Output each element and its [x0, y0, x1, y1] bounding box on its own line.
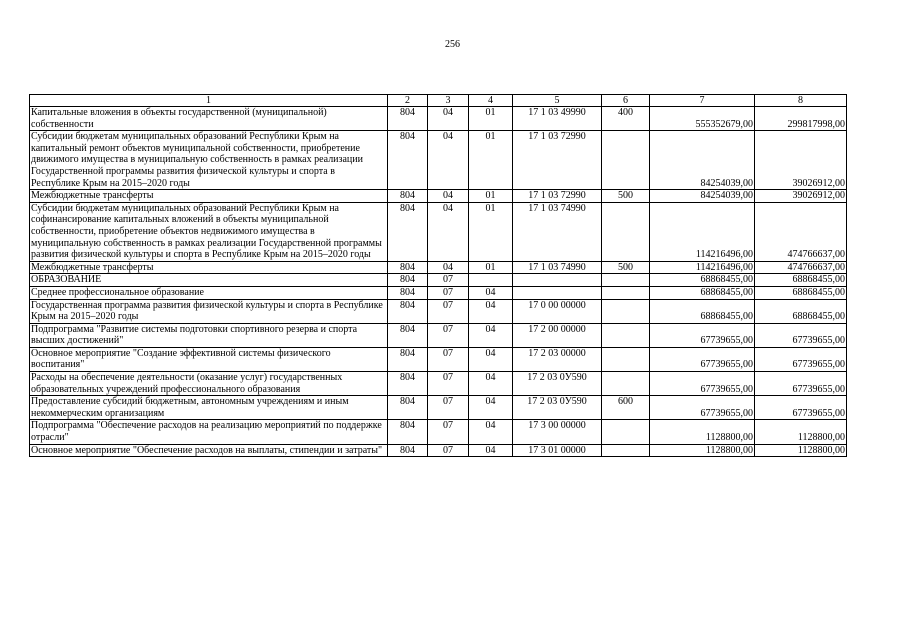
- row-subsection-cell: 04: [469, 323, 513, 347]
- row-amount-1-cell: 68868455,00: [650, 274, 755, 287]
- row-amount-1-cell: 67739655,00: [650, 396, 755, 420]
- header-cell-7: 7: [650, 95, 755, 107]
- row-target-article-cell: 17 1 03 49990: [513, 107, 602, 131]
- table-row: [30, 190, 847, 203]
- row-amount-1-cell: 555352679,00: [650, 107, 755, 131]
- row-name-cell: Предоставление субсидий бюджетным, автономным учреждениям и иным некоммерческим организациям: [30, 396, 388, 420]
- row-amount-1-cell: 1128800,00: [650, 444, 755, 457]
- row-code-cell: 804: [388, 274, 428, 287]
- row-target-article-cell: 17 2 03 0У590: [513, 396, 602, 420]
- row-subsection-cell: 04: [469, 299, 513, 323]
- row-amount-2-cell: 68868455,00: [755, 274, 847, 287]
- row-subsection-cell: 04: [469, 286, 513, 299]
- row-expense-type-cell: [602, 202, 650, 261]
- row-code-cell: 804: [388, 202, 428, 261]
- header-cell-4: 4: [469, 95, 513, 107]
- row-subsection-cell: 04: [469, 444, 513, 457]
- row-amount-2-cell: 68868455,00: [755, 286, 847, 299]
- row-amount-1-cell: 114216496,00: [650, 202, 755, 261]
- table-row: [30, 131, 847, 190]
- table-row: [30, 202, 847, 261]
- table-row: [30, 444, 847, 457]
- row-name-cell: Субсидии бюджетам муниципальных образований Республики Крым на софинансирование капитальных вложений в объекты муниципальной собственности, приобретение объектов недвижимого имущества в муниципальную собственность в рамках реализации Государственной программы развития физической культуры и спорта в Республике Крым на 2015–2020 годы: [30, 202, 388, 261]
- row-section-cell: 04: [428, 190, 469, 203]
- row-code-cell: 804: [388, 372, 428, 396]
- row-expense-type-cell: 500: [602, 261, 650, 274]
- row-amount-1-cell: 84254039,00: [650, 131, 755, 190]
- row-target-article-cell: 17 2 03 0У590: [513, 372, 602, 396]
- row-amount-2-cell: 299817998,00: [755, 107, 847, 131]
- row-code-cell: 804: [388, 323, 428, 347]
- row-subsection-cell: 04: [469, 396, 513, 420]
- row-subsection-cell: 01: [469, 202, 513, 261]
- row-subsection-cell: 04: [469, 347, 513, 371]
- row-expense-type-cell: [602, 372, 650, 396]
- row-amount-2-cell: 68868455,00: [755, 299, 847, 323]
- row-subsection-cell: 01: [469, 261, 513, 274]
- row-subsection-cell: 01: [469, 190, 513, 203]
- row-subsection-cell: 04: [469, 372, 513, 396]
- row-section-cell: 07: [428, 299, 469, 323]
- row-section-cell: 07: [428, 444, 469, 457]
- row-subsection-cell: 01: [469, 131, 513, 190]
- row-section-cell: 07: [428, 347, 469, 371]
- row-target-article-cell: [513, 274, 602, 287]
- header-row: [30, 95, 847, 107]
- table-row: [30, 323, 847, 347]
- budget-table: [29, 94, 847, 457]
- row-expense-type-cell: [602, 420, 650, 444]
- row-name-cell: Субсидии бюджетам муниципальных образований Республики Крым на капитальный ремонт объектов муниципальной собственности, приобретение движимого имущества в муниципальную собственность в рамках реализации Государственной программы развития физической культуры и спорта в Республике Крым на 2015–2020 годы: [30, 131, 388, 190]
- row-amount-2-cell: 67739655,00: [755, 323, 847, 347]
- header-cell-1: 1: [30, 95, 388, 107]
- row-amount-1-cell: 114216496,00: [650, 261, 755, 274]
- row-name-cell: Государственная программа развития физической культуры и спорта в Республике Крым на 2015–2020 годы: [30, 299, 388, 323]
- row-section-cell: 04: [428, 202, 469, 261]
- row-amount-1-cell: 68868455,00: [650, 286, 755, 299]
- row-name-cell: Основное мероприятие "Обеспечение расходов на выплаты, стипендии и затраты": [30, 444, 388, 457]
- row-subsection-cell: 01: [469, 107, 513, 131]
- row-name-cell: Среднее профессиональное образование: [30, 286, 388, 299]
- row-code-cell: 804: [388, 131, 428, 190]
- row-amount-1-cell: 84254039,00: [650, 190, 755, 203]
- row-target-article-cell: [513, 286, 602, 299]
- row-name-cell: Межбюджетные трансферты: [30, 190, 388, 203]
- row-code-cell: 804: [388, 347, 428, 371]
- table-row: [30, 347, 847, 371]
- row-name-cell: Подпрограмма "Развитие системы подготовки спортивного резерва и спорта высших достижений": [30, 323, 388, 347]
- row-target-article-cell: 17 1 03 72990: [513, 131, 602, 190]
- row-target-article-cell: 17 1 03 74990: [513, 261, 602, 274]
- table-row: [30, 274, 847, 287]
- row-amount-2-cell: 474766637,00: [755, 202, 847, 261]
- table-row: [30, 286, 847, 299]
- row-target-article-cell: 17 1 03 72990: [513, 190, 602, 203]
- row-code-cell: 804: [388, 396, 428, 420]
- row-amount-1-cell: 1128800,00: [650, 420, 755, 444]
- header-cell-2: 2: [388, 95, 428, 107]
- row-amount-2-cell: 67739655,00: [755, 347, 847, 371]
- row-code-cell: 804: [388, 107, 428, 131]
- row-expense-type-cell: 600: [602, 396, 650, 420]
- row-expense-type-cell: [602, 274, 650, 287]
- row-amount-1-cell: 68868455,00: [650, 299, 755, 323]
- table-row: [30, 420, 847, 444]
- row-target-article-cell: 17 3 00 00000: [513, 420, 602, 444]
- page-number: 256: [445, 39, 460, 50]
- row-section-cell: 07: [428, 286, 469, 299]
- row-name-cell: Капитальные вложения в объекты государственной (муниципальной) собственности: [30, 107, 388, 131]
- row-expense-type-cell: [602, 299, 650, 323]
- table-body: [30, 95, 847, 457]
- row-code-cell: 804: [388, 286, 428, 299]
- row-target-article-cell: 17 1 03 74990: [513, 202, 602, 261]
- table-row: [30, 299, 847, 323]
- row-name-cell: Расходы на обеспечение деятельности (оказание услуг) государственных образовательных учреждений профессионального образования: [30, 372, 388, 396]
- row-amount-2-cell: 39026912,00: [755, 131, 847, 190]
- row-amount-2-cell: 67739655,00: [755, 372, 847, 396]
- row-name-cell: Межбюджетные трансферты: [30, 261, 388, 274]
- header-cell-3: 3: [428, 95, 469, 107]
- row-expense-type-cell: [602, 347, 650, 371]
- header-cell-5: 5: [513, 95, 602, 107]
- row-target-article-cell: 17 0 00 00000: [513, 299, 602, 323]
- row-amount-1-cell: 67739655,00: [650, 347, 755, 371]
- row-code-cell: 804: [388, 420, 428, 444]
- row-subsection-cell: [469, 274, 513, 287]
- row-name-cell: ОБРАЗОВАНИЕ: [30, 274, 388, 287]
- row-amount-2-cell: 67739655,00: [755, 396, 847, 420]
- row-expense-type-cell: [602, 286, 650, 299]
- row-expense-type-cell: [602, 131, 650, 190]
- row-amount-1-cell: 67739655,00: [650, 323, 755, 347]
- row-code-cell: 804: [388, 444, 428, 457]
- row-target-article-cell: 17 3 01 00000: [513, 444, 602, 457]
- row-section-cell: 04: [428, 131, 469, 190]
- row-name-cell: Основное мероприятие "Создание эффективной системы физического воспитания": [30, 347, 388, 371]
- row-code-cell: 804: [388, 190, 428, 203]
- row-amount-2-cell: 474766637,00: [755, 261, 847, 274]
- row-amount-2-cell: 1128800,00: [755, 420, 847, 444]
- row-section-cell: 04: [428, 261, 469, 274]
- row-name-cell: Подпрограмма "Обеспечение расходов на реализацию мероприятий по поддержке отрасли": [30, 420, 388, 444]
- header-cell-8: 8: [755, 95, 847, 107]
- row-subsection-cell: 04: [469, 420, 513, 444]
- row-amount-2-cell: 39026912,00: [755, 190, 847, 203]
- row-section-cell: 07: [428, 420, 469, 444]
- row-expense-type-cell: 500: [602, 190, 650, 203]
- row-target-article-cell: 17 2 00 00000: [513, 323, 602, 347]
- row-section-cell: 07: [428, 396, 469, 420]
- table-row: [30, 261, 847, 274]
- row-section-cell: 07: [428, 274, 469, 287]
- row-expense-type-cell: 400: [602, 107, 650, 131]
- row-section-cell: 07: [428, 323, 469, 347]
- row-section-cell: 07: [428, 372, 469, 396]
- row-code-cell: 804: [388, 299, 428, 323]
- row-section-cell: 04: [428, 107, 469, 131]
- header-cell-6: 6: [602, 95, 650, 107]
- row-target-article-cell: 17 2 03 00000: [513, 347, 602, 371]
- row-expense-type-cell: [602, 323, 650, 347]
- table-row: [30, 372, 847, 396]
- row-amount-2-cell: 1128800,00: [755, 444, 847, 457]
- row-amount-1-cell: 67739655,00: [650, 372, 755, 396]
- table-row: [30, 107, 847, 131]
- row-code-cell: 804: [388, 261, 428, 274]
- row-expense-type-cell: [602, 444, 650, 457]
- table-row: [30, 396, 847, 420]
